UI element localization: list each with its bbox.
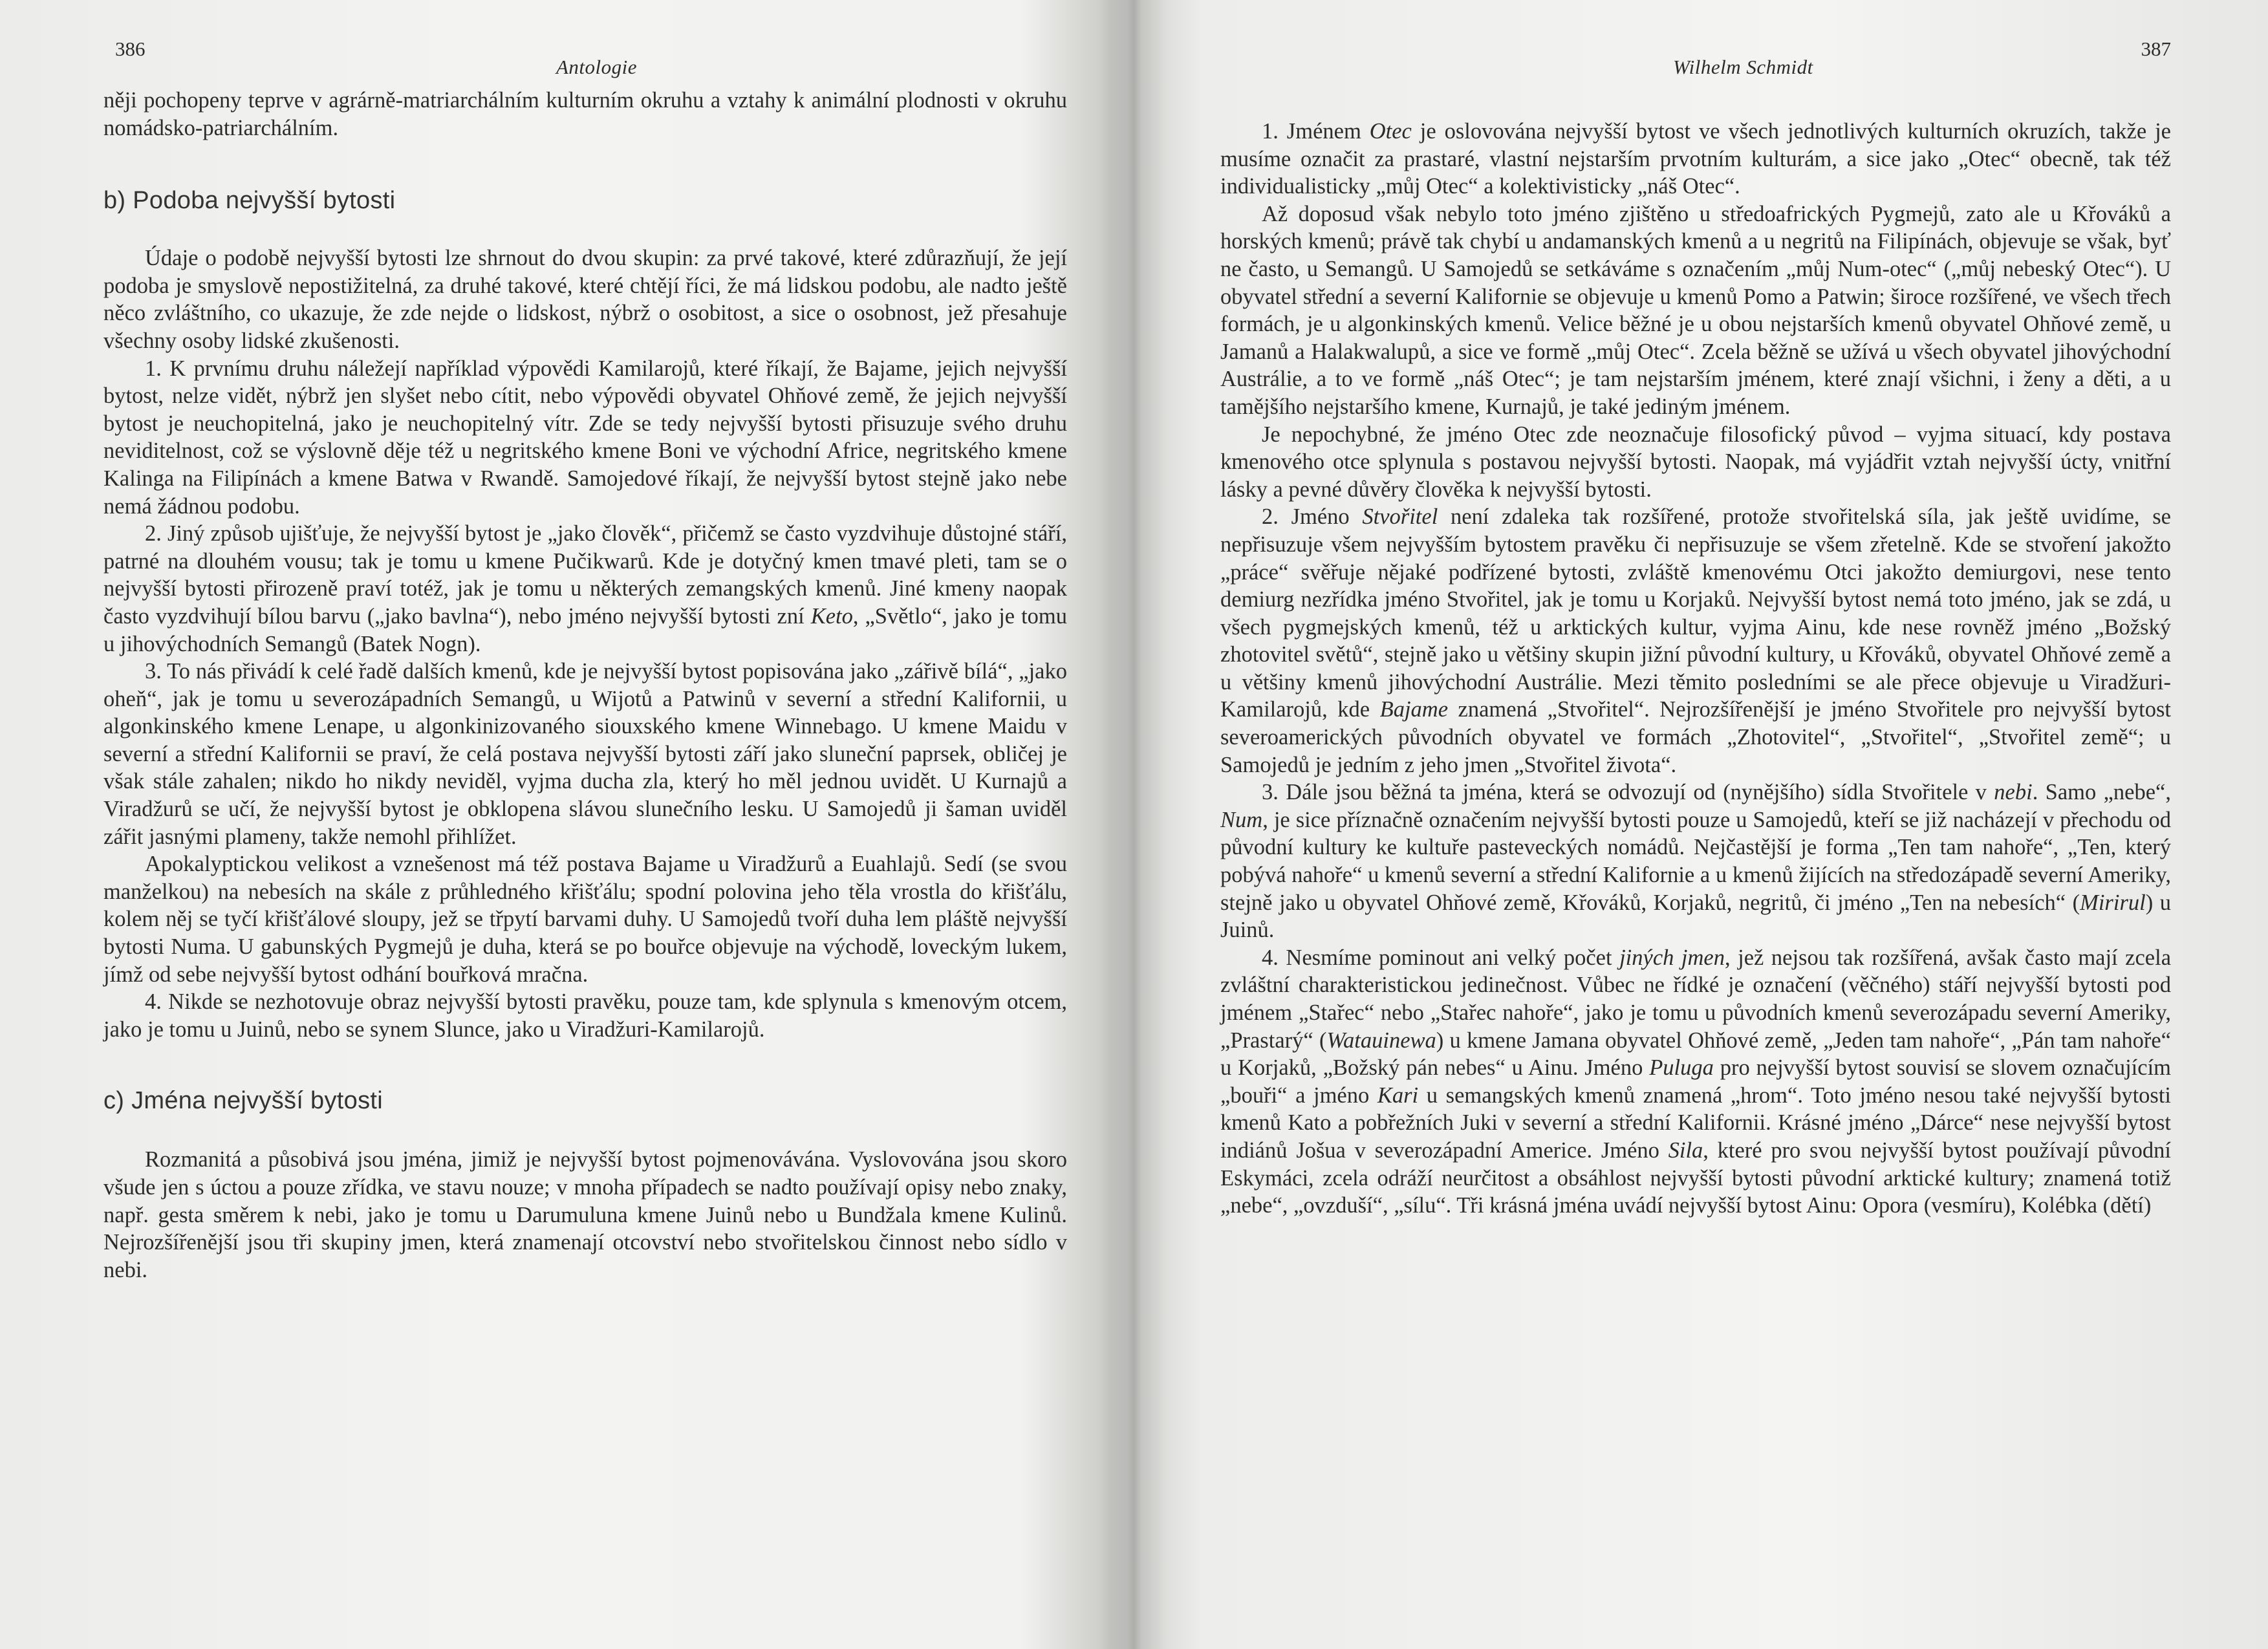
right-body [1220,118,2171,1220]
left-page-number: 386 [115,38,146,60]
text-run: . Samo „nebe“, [2032,780,2171,805]
right-running-title: Wilhelm Schmidt [1673,56,1813,78]
text-run: 2. Jméno [1262,504,1363,530]
text-run: pro nejvyšší bytost souvisí se slovem označujícím „bouři“ a jméno [1220,1055,2172,1108]
text-run: 2. Jiný způsob ujišťuje, že nejvyšší bytost je „jako člověk“, přičemž se často vyzdvihuje důstojné stáří, patrné na dlouhém vousu; tak je tomu u kmene Pučikwarů. Kde je dotyčný kmen tmavé pleti, tam se o nejvyšší bytosti přirozeně praví totéž, jak je tomu u některých zemangských kmenů. Jiné kmeny naopak často vyzdvihují bílou barvu („jako bavlna“), nebo jméno nejvyšší bytosti zní [103,521,1067,629]
right-page [1136,0,2268,1649]
text-run: 1. Jménem [1262,119,1370,144]
paragraph [1220,118,2171,200]
text-run: je oslovována nejvyšší bytost ve všech jednotlivých kulturních okruzích, takže je musíme označit za prastaré, vlastní nejstarším prvotním kulturám, a sice jako „Otec“ obecně, tak též individualisticky „můj Otec“ a kolektivisticky „náš Otec“. [1220,119,2171,199]
italic-term: Stvořitel [1362,504,1438,530]
paragraph [1220,503,2171,779]
italic-term: Bajame [1379,697,1449,722]
paragraph [1220,779,2171,944]
left-page [0,0,1132,1649]
paragraph: 1. K prvnímu druhu náležejí například výpovědi Kamilarojů, které říkají, že Bajame, jejich nejvyšší bytost, nelze vidět, nýbrž jen slyšet nebo cítit, nebo výpovědi obyvatel Ohňové země, že jejich nejvyšší bytost je neuchopitelná, jako je neuchopitelný vítr. Zde se tedy nejvyšší bytosti přisuzuje svého druhu neviditelnost, což se výslovně děje též u negritského kmene Boni ve východní Africe, negritského kmene Kalinga na Filipínách a kmene Batwa v Rwandě. Samojedové říkají, že nejvyšší bytost stejně jako nebe nemá žádnou podobu. [103,356,1067,519]
italic-term: Kari [1377,1083,1419,1108]
text-run: znamená „Stvořitel“. Nejrozšířenější je jméno Stvořitele pro nejvyšší bytost severoamerických původních obyvatel ve formách „Zhotovitel“, „Stvořitel“, „Stvořitel země“; u Samojedů je jedním z jeho jmen „Stvořitel života“. [1220,697,2171,777]
paragraph: 3. To nás přivádí k celé řadě dalších kmenů, kde je nejvyšší bytost popisována jako „zářivě bílá“, „jako oheň“, jak je tomu u severozápadních Semangů, u Wijotů a Patwinů v severní a střední Kalifornii, u algonkinského kmene Lenape, u algonkinizovaného siouxského kmene Winnebago. U kmene Maidu v severní a střední Kalifornii se praví, že celá postava nejvyšší bytosti září jako sluneční paprsek, obličej je však stále zahalen; nikdo ho nikdy neviděl, vyjma ducha zla, který ho měl jednou uvidět. U Kurnajů a Viradžurů se učí, že nejvyšší bytost je obklopena slávou slunečního lesku. U Samojedů ji šaman uviděl zářit jasnými plameny, takže nemohl přihlížet. [103,659,1067,849]
text-run: ) u kmene Jamana obyvatel Ohňové země, „Jeden tam nahoře“, „Pán tam nahoře“ u Korjaků, „Božský pán nebes“ u Ainu. Jméno [1220,1028,2171,1081]
italic-term: Watauinewa [1326,1028,1436,1053]
left-running-header [103,26,1067,78]
paragraph: Apokalyptickou velikost a vznešenost má též postava Bajame u Viradžurů a Euahlajů. Sedí (se svou manželkou) na nebesích na skále z průhledného křišťálu; spodní polovina jeho těla vrostla do křišťálu, kolem něj se tyčí křišťálové sloupy, jež se třpytí barvami duhy. U Samojedů tvoří duha lem pláště nejvyšší bytosti Numa. U gabunských Pygmejů je duha, která se po bouřce objevuje na východě, loveckým lukem, jímž od sebe nejvyšší bytost odhání bouřková mračna. [103,852,1067,987]
paragraph: Až doposud však nebylo toto jméno zjištěno u středoafrických Pygmejů, zato ale u Křováků a horských kmenů; právě tak chybí u andamanských kmenů a u negritů na Filipínách, objevuje se však, byť ne často, u Semangů. U Samojedů se setkáváme s označením „můj Num-otec“ („můj nebeský Otec“). U obyvatel střední a severní Kalifornie se objevuje u kmenů Pomo a Patwin; široce rozšířené, ve všech třech formách, je u algonkinských kmenů. Velice běžné je u obou nejstarších kmenů obyvatel Ohňové země, u Jamanů a Halakwalupů, a sice ve formě „můj Otec“. Zcela běžně se užívá u všech obyvatel jihovýchodní Austrálie, a to ve formě „náš Otec“; je tam nejstarším jménem, které znají všichni, i ženy a děti, a u tamějšího nejstaršího kmene, Kurnajů, je také jediným jménem. [1220,201,2171,419]
italic-term: jiných jmen [1619,945,1725,970]
italic-term: Num [1220,807,1263,832]
paragraph: Rozmanitá a působivá jsou jména, jimiž je nejvyšší bytost pojmenovávána. Vyslovována jsou skoro všude jen s úctou a pouze zřídka, ve stavu nouze; v mnoha případech se nadto používají opisy nebo znaky, např. gesta směrem k nebi, jako je tomu u Darumuluna kmene Juinů nebo u Bundžala kmene Kulinů. Nejrozšířenější jsou tři skupiny jmen, která znamenají otcovství nebo stvořitelskou činnost nebo sídlo v nebi. [103,1147,1067,1282]
section-c-body [103,1146,1067,1284]
left-running-title: Antologie [556,56,638,78]
paragraph: 4. Nikde se nezhotovuje obraz nejvyšší bytosti pravěku, pouze tam, kde splynula s kmenovým otcem, jako je tomu u Juinů, nebo se synem Slunce, jako u Viradžuri-Kamilarojů. [103,989,1067,1042]
text-run: není zdaleka tak rozšířené, protože stvořitelská síla, jak ještě uvidíme, se nepřisuzuje všem nejvyšším bytostem pravěku či nepřisuzuje se všem zřetelně. Kde se stvoření jakožto „práce“ svěřuje nějaké podřízené bytosti, zvláště kmenovému Otci jakožto demiurgovi, nese tento demiurg nezřídka jméno Stvořitel, jak je tomu u Korjaků. Nejvyšší bytost nemá toto jméno, jak se zdá, u všech pygmejských kmenů, též u arktických kultur, vyjma Ainu, kde nese rovněž jméno „Božský zhotovitel světů“, stejně jako u většiny skupin jižní původní kultury, u Křováků, obyvatel Ohňové země a u většiny kmenů jihovýchodní Austrálie. Mezi těmito posledními se ale přece objevuje u Viradžuri-Kamilarojů, kde [1220,504,2171,722]
italic-term: Keto [810,603,853,629]
text-run: , které pro svou nejvyšší bytost používají původní Eskymáci, zcela odráží neurčitost a obsáhlost nejvyšší bytosti původní arktické kultury; znamená totiž „nebe“, „ovzduší“, „sílu“. Tři krásná jména uvádí nejvyšší bytost Ainu: Opora (vesmíru), Kolébka (dětí) [1220,1137,2171,1218]
text-run: , jež nejsou tak rozšířená, avšak často mají zcela zvláštní charakteristickou jedinečnost. Vůbec ne řídké je označení (věčného) stáří nejvyšší bytosti pod jménem „Stařec“ nebo „Stařec nahoře“, jako je tomu u původních kmenů severozápadu severní Ameriky, „Prastarý“ ( [1220,945,2172,1053]
text-run: 4. Nesmíme pominout ani velký počet [1262,945,1620,970]
text-run: ) u Juinů. [1220,890,2171,943]
italic-term: Mirirul [2080,890,2146,915]
paragraph [103,520,1067,658]
paragraph: něji pochopeny teprve v agrárně-matriarchálním kulturním okruhu a vztahy k animální plodnosti v okruhu nomádsko-patriarchálním. [103,88,1067,140]
italic-term: Otec [1369,119,1412,144]
text-run: , je sice příznačně označením nejvyšší bytosti pouze u Samojedů, kteří se již nacházejí v přechodu od původní kultury ke kultuře pasteveckých nomádů. Nejčastější je forma „Ten tam nahoře“, „Ten, který pobývá nahoře“ u kmenů severní a střední Kalifornie a u kmenů žijících na středozápadě severní Ameriky, stejně jako u obyvatel Ohňové země, Křováků, Korjaků, negritů, či jméno „Ten na nebesích“ ( [1220,807,2171,915]
paragraph: Je nepochybné, že jméno Otec zde neoznačuje filosofický původ – vyjma situací, kdy postava kmenového otce splynula s postavou nejvyšší bytosti. Naopak, má vyjádřit vztah nejvyšší úcty, vnitřní lásky a pevné důvěry člověka k nejvyšší bytosti. [1220,422,2171,502]
left-intro-text [103,87,1067,142]
italic-term: Puluga [1649,1055,1714,1081]
text-run: 3. Dále jsou běžná ta jména, která se odvozují od (nynějšího) sídla Stvořitele v [1262,780,1994,805]
text-run: , „Světlo“, jako je tomu u jihovýchodních Semangů (Batek Nogn). [103,603,1068,656]
section-heading-c: c) Jména nejvyšší bytosti [103,1087,383,1115]
section-heading-b: b) Podoba nejvyšší bytosti [103,187,396,215]
text-run: u semangských kmenů znamená „hrom“. Toto jméno nesou také nejvyšší bytosti kmenů Kato a pobřežních Juki v severní a střední Kalifornii. Krásné jméno „Dárce“ nese nejvyšší bytost indiánů Jošua v severozápadní Americe. Jméno [1220,1083,2172,1163]
paragraph: Údaje o podobě nejvyšší bytosti lze shrnout do dvou skupin: za prvé takové, které zdůrazňují, že její podoba je smyslově nepostižitelná, za druhé takové, které chtějí říci, že má lidskou podobu, ale nadto ještě něco zvláštního, co ukazuje, že zde nejde o lidskost, nýbrž o osobitost, a sice o osobnost, jež přesahuje všechny osoby lidské zkušenosti. [103,246,1067,353]
italic-term: nebi [1994,780,2033,805]
paragraph [1220,944,2171,1220]
section-b-body [103,244,1067,1043]
right-page-number: 387 [2141,38,2171,60]
right-running-header [1220,26,2171,78]
italic-term: Sila [1668,1137,1703,1163]
